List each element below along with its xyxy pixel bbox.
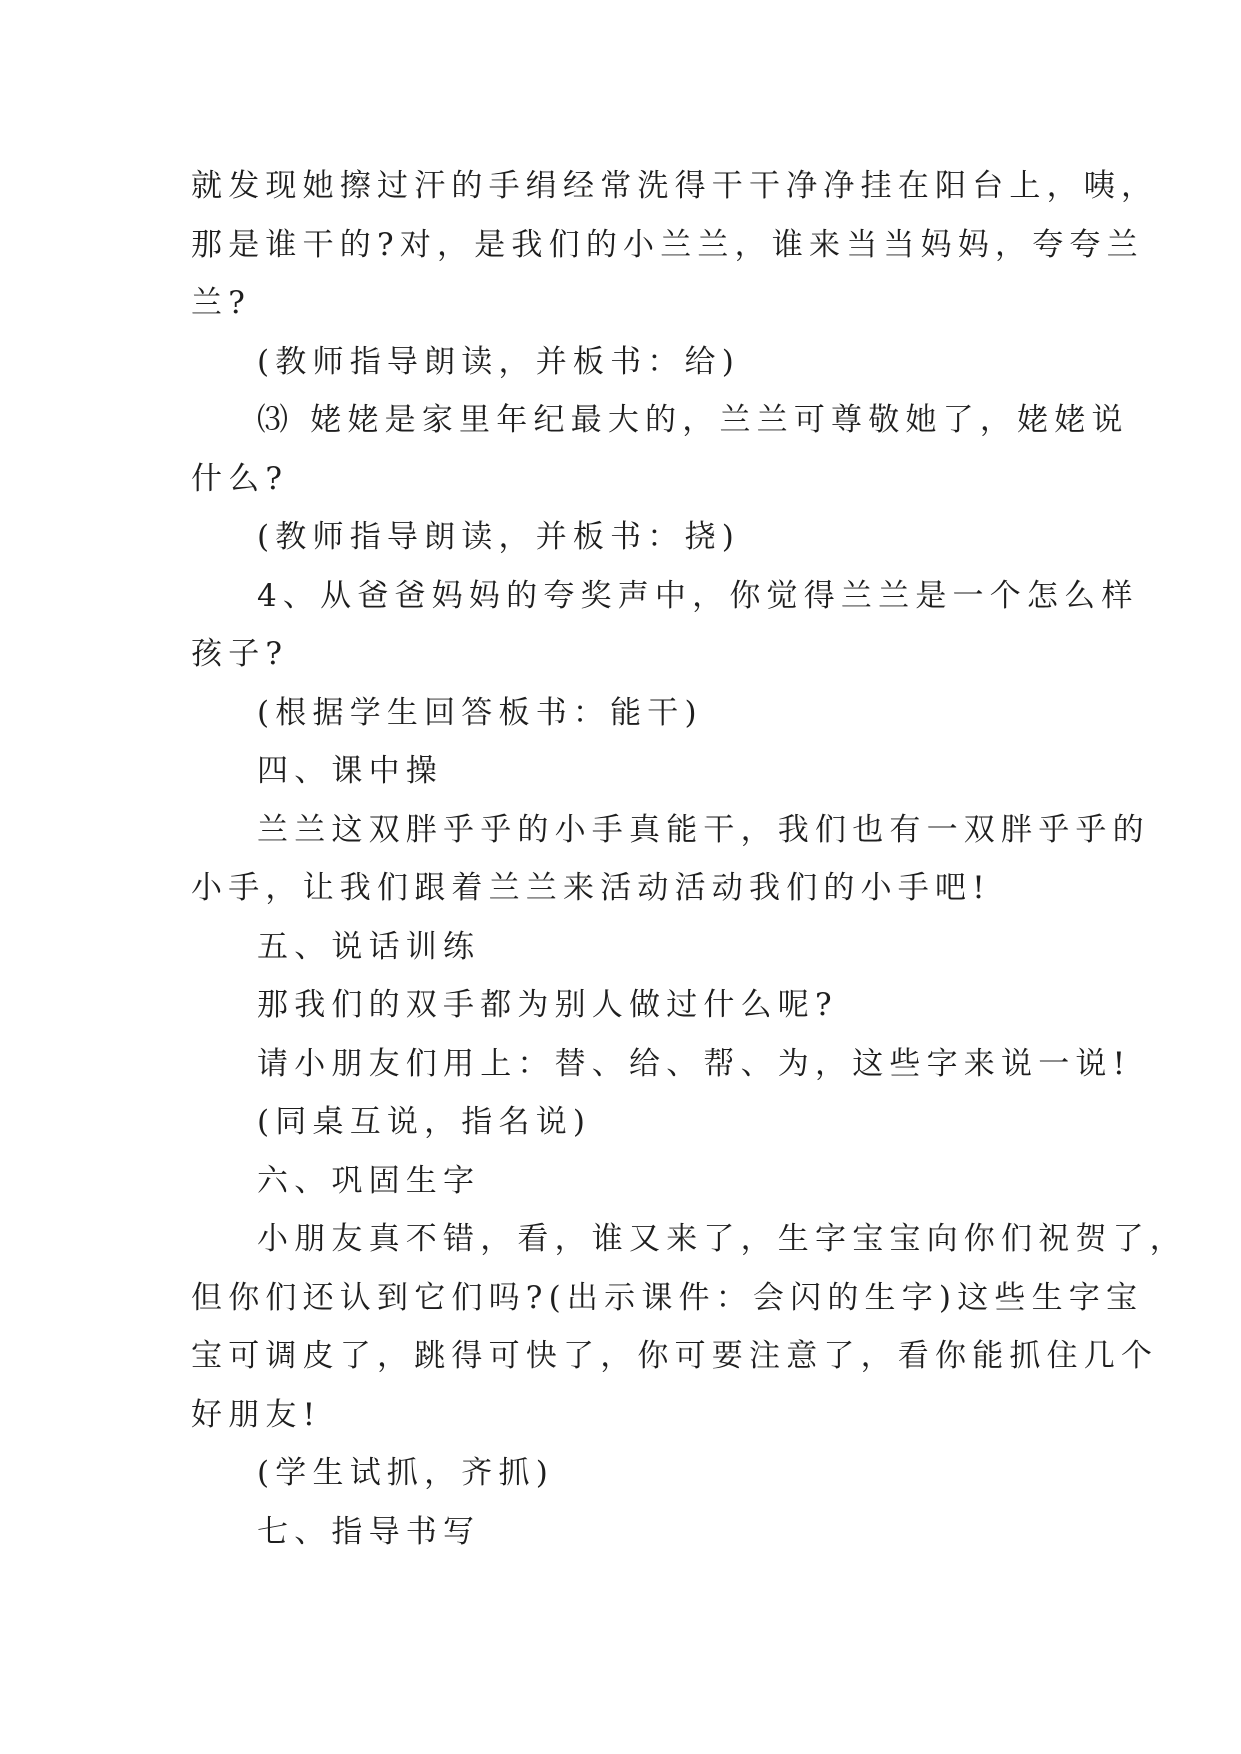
document-body — [191, 157, 1187, 1561]
text-line: 就发现她擦过汗的手绢经常洗得干干净净挂在阳台上，咦， — [191, 168, 1159, 204]
text-line: 小手，让我们跟着兰兰来活动活动我们的小手吧! — [191, 870, 991, 906]
text-line: 什么? — [191, 460, 289, 497]
text-line: 孩子? — [191, 636, 289, 672]
text-line: (教师指导朗读，并板书：挠) — [257, 519, 740, 555]
section-heading: 六、巩固生字 — [257, 1162, 481, 1199]
text-line: 小朋友真不错，看，谁又来了，生字宝宝向你们祝贺了， — [257, 1221, 1187, 1257]
text-line: 那是谁干的?对，是我们的小兰兰，谁来当当妈妈，夸夸兰 — [191, 226, 1144, 263]
section-heading: 四、课中操 — [257, 753, 443, 789]
text-line: 好朋友! — [191, 1396, 322, 1433]
text-line: (同桌互说，指名说) — [257, 1104, 592, 1140]
text-line: (根据学生回答板书：能干) — [257, 694, 703, 731]
text-line: 宝可调皮了，跳得可快了，你可要注意了，看你能抓住几个 — [191, 1338, 1159, 1374]
text-line: 但你们还认到它们吗?(出示课件：会闪的生字)这些生字宝 — [191, 1279, 1144, 1316]
text-line: (教师指导朗读，并板书：给) — [257, 343, 740, 380]
text-line: 4、从爸爸妈妈的夸奖声中，你觉得兰兰是一个怎么样 — [257, 577, 1139, 614]
text-line: 那我们的双手都为别人做过什么呢? — [257, 987, 838, 1023]
text-line: 兰兰这双胖乎乎的小手真能干，我们也有一双胖乎乎的 — [257, 811, 1150, 848]
text-line: 兰? — [191, 285, 252, 321]
text-line: ⑶ 姥姥是家里年纪最大的，兰兰可尊敬她了，姥姥说 — [257, 402, 1129, 438]
section-heading: 五、说话训练 — [257, 928, 481, 965]
text-line: (学生试抓，齐抓) — [257, 1455, 554, 1491]
section-heading: 七、指导书写 — [257, 1513, 481, 1550]
text-line: 请小朋友们用上：替、给、帮、为，这些字来说一说! — [257, 1045, 1132, 1082]
